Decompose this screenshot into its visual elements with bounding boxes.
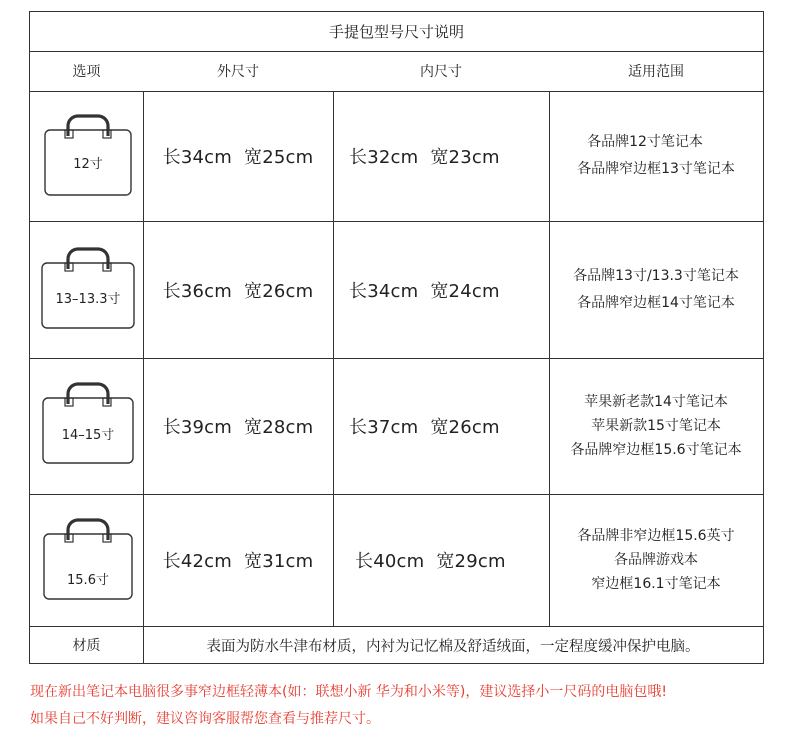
fit-range-cell: [549, 91, 763, 221]
bag-icon: [42, 517, 134, 601]
fit-item: 窄边框16.1寸笔记本: [591, 576, 721, 592]
inner-size-cell: [333, 494, 549, 626]
bag-size-label: 14–15寸: [61, 428, 115, 443]
inner-size-cell: [333, 358, 549, 494]
outer-size-cell: [143, 358, 333, 494]
note-line: 现在新出笔记本电脑很多事窄边框轻薄本(如：联想小新 华为和小米等)，建议选择小一尺码的电脑包哦!: [30, 684, 667, 700]
outer-size-cell: [143, 91, 333, 221]
header-fit-range: 适用范围: [628, 64, 684, 80]
note-line: 如果自己不好判断，建议咨询客服帮您查看与推荐尺寸。: [30, 711, 380, 727]
bag-icon: [41, 381, 135, 465]
fit-item: 各品牌窄边框15.6寸笔记本: [570, 442, 742, 458]
header-outer-size: 外尺寸: [217, 64, 259, 80]
fit-range-cell: [549, 494, 763, 626]
bag-icon: [43, 113, 133, 197]
fit-item: 各品牌12寸笔记本: [587, 134, 703, 150]
outer-length: 长34cm: [162, 147, 232, 168]
outer-width: 宽26cm: [244, 280, 314, 302]
outer-length: 长36cm: [162, 280, 232, 302]
outer-length: 长42cm: [162, 551, 232, 572]
inner-width: 宽29cm: [436, 551, 506, 572]
inner-width: 宽24cm: [430, 280, 500, 302]
fit-item: 苹果新款15寸笔记本: [591, 418, 721, 434]
fit-item: 各品牌13寸/13.3寸笔记本: [573, 267, 739, 284]
outer-length: 长39cm: [162, 417, 232, 438]
material-description: 表面为防水牛津布材质，内衬为记忆棉及舒适绒面，一定程度缓冲保护电脑。: [206, 638, 700, 655]
inner-size-cell: [333, 91, 549, 221]
size-table: [29, 11, 764, 664]
fit-item: 各品牌游戏本: [614, 552, 698, 568]
fit-range-cell: [549, 358, 763, 494]
fit-item: 各品牌非窄边框15.6英寸: [577, 528, 735, 544]
inner-length: 长34cm: [349, 280, 419, 302]
bag-size-label: 12寸: [73, 157, 103, 172]
outer-size-cell: [143, 494, 333, 626]
inner-width: 宽23cm: [430, 147, 500, 168]
bag-size-label: 13–13.3寸: [55, 292, 121, 307]
fit-item: 各品牌窄边框14寸笔记本: [577, 294, 735, 311]
inner-length: 长32cm: [349, 147, 419, 168]
header-inner-size: 内尺寸: [420, 64, 462, 80]
outer-width: 宽28cm: [244, 417, 314, 438]
outer-width: 宽31cm: [244, 551, 314, 572]
outer-size-cell: [143, 221, 333, 358]
inner-length: 长40cm: [355, 551, 425, 572]
bag-size-label: 15.6寸: [67, 573, 109, 588]
inner-length: 长37cm: [349, 417, 419, 438]
material-label: 材质: [72, 638, 101, 654]
fit-item: 各品牌窄边框13寸笔记本: [577, 161, 735, 177]
outer-width: 宽25cm: [244, 147, 314, 168]
header-option: 选项: [72, 64, 101, 80]
fit-item: 苹果新老款14寸笔记本: [584, 394, 728, 410]
bag-icon: [40, 246, 136, 330]
table-title: 手提包型号尺寸说明: [328, 23, 464, 41]
fit-range-cell: [549, 221, 763, 358]
inner-width: 宽26cm: [430, 417, 500, 438]
inner-size-cell: [333, 221, 549, 358]
